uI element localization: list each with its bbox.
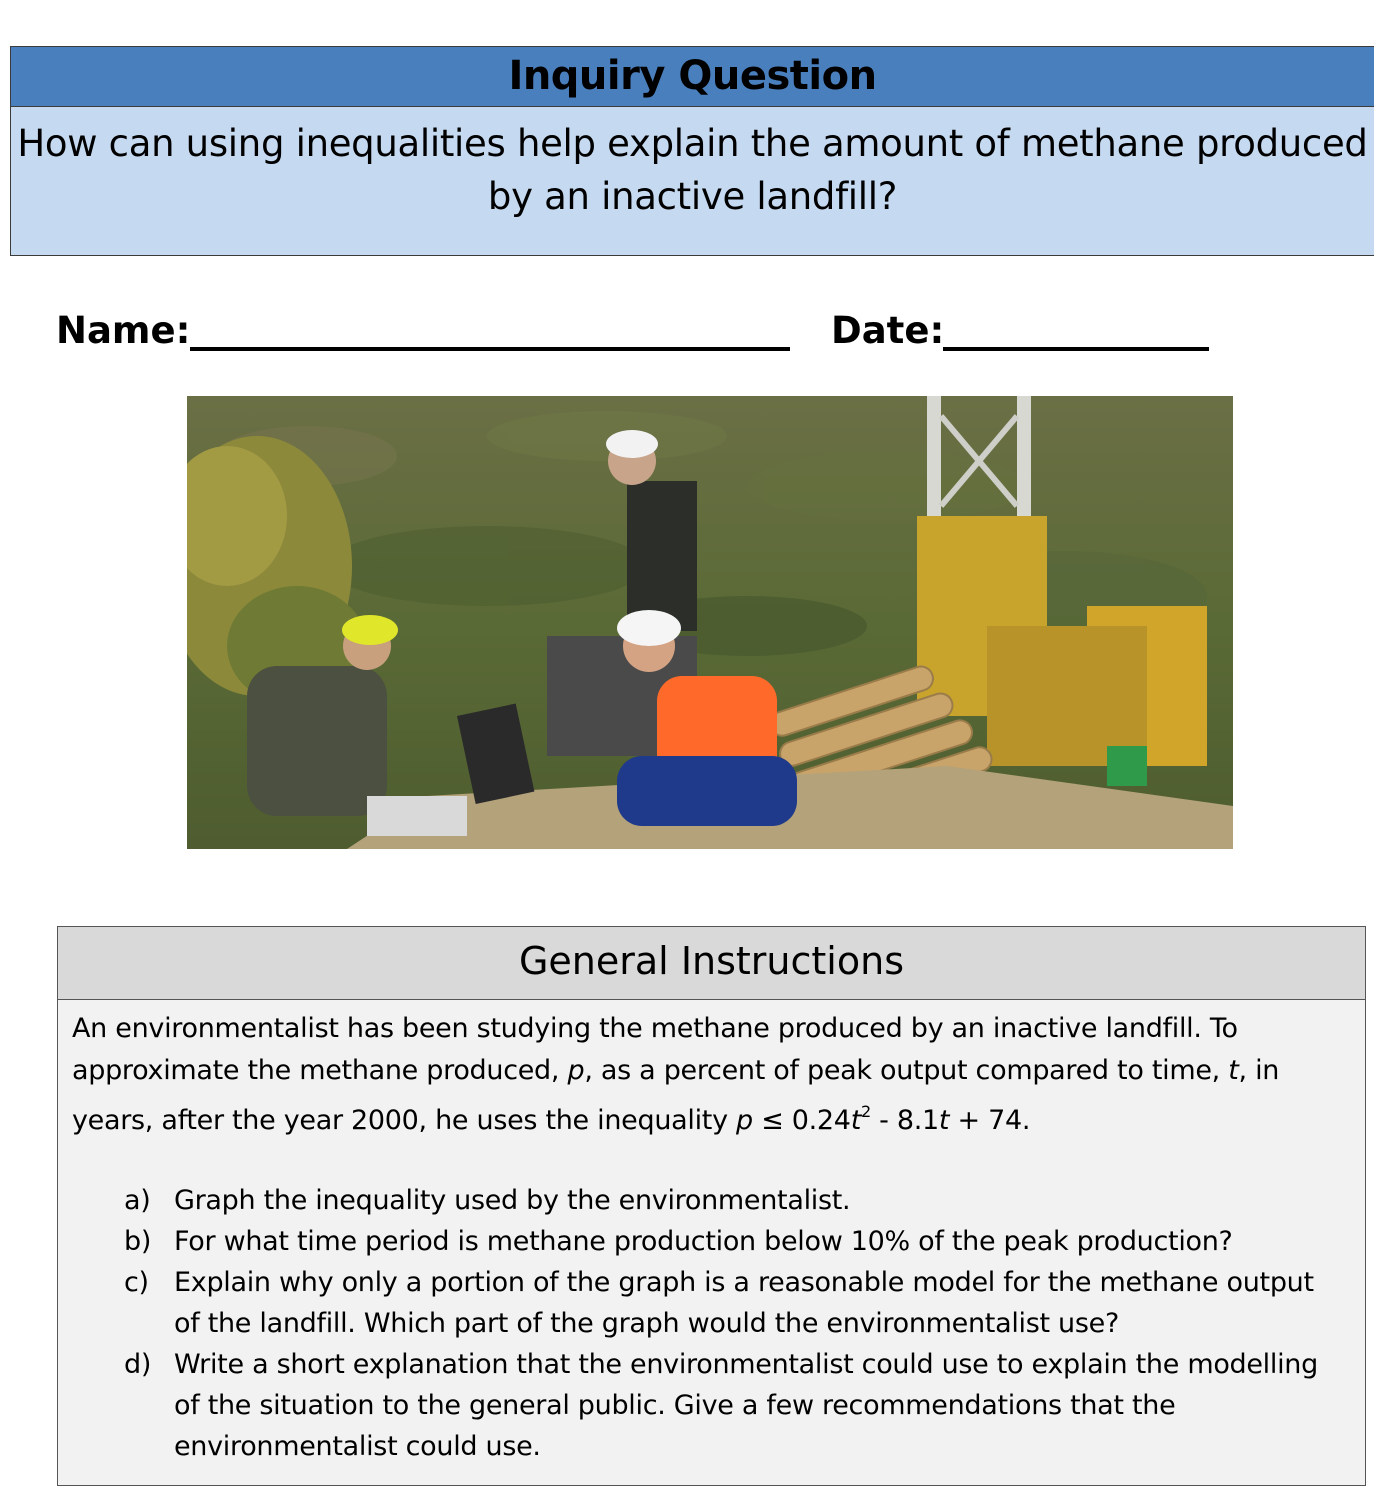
inequality-p: p <box>736 1105 753 1136</box>
question-letter: c) <box>124 1267 149 1298</box>
date-blank-line[interactable] <box>943 347 1209 351</box>
instructions-body <box>58 1000 1365 1467</box>
name-blank-line[interactable] <box>190 347 790 351</box>
intro-line-1: An environmentalist has been studying the methane produced by an inactive landfill. To <box>72 1013 1238 1044</box>
inquiry-question-title: Inquiry Question <box>11 47 1374 107</box>
date-label: Date: <box>831 309 945 352</box>
inquiry-question-box <box>10 46 1374 256</box>
question-text: Explain why only a portion of the graph is a reasonable model for the methane output of the landfill. Which part of the graph would the environmentalist use? <box>174 1267 1314 1339</box>
question-list <box>72 1180 1351 1467</box>
intro-line-3: years, after the year 2000, he uses the inequality $p \le 0.24t^2 - 8.1t + 74$. <box>72 1102 1031 1136</box>
inquiry-question-line-1: How can using inequalities help explain the amount of methane produced <box>17 122 1368 165</box>
inquiry-question-line-2: by an inactive landfill? <box>487 175 898 218</box>
general-instructions-title: General Instructions <box>58 927 1365 1000</box>
list-item <box>72 1344 1351 1467</box>
list-item <box>72 1262 1351 1344</box>
question-letter: d) <box>124 1349 152 1380</box>
photo-illustration-icon <box>187 396 1233 849</box>
list-item <box>72 1180 1351 1221</box>
name-label: Name: <box>56 309 191 352</box>
question-letter: a) <box>124 1185 151 1216</box>
question-text: For what time period is methane production below 10% of the peak production? <box>174 1226 1233 1257</box>
inquiry-question-text <box>11 107 1374 223</box>
intro-line-2: approximate the methane produced, p, as a percent of peak output compared to time, t, in <box>72 1055 1280 1086</box>
general-instructions-box <box>57 926 1366 1486</box>
question-text: Write a short explanation that the environmentalist could use to explain the modelling of the situation to the general public. Give a few recommendations that the environmentalist could use. <box>174 1349 1318 1462</box>
list-item <box>72 1221 1351 1262</box>
question-text: Graph the inequality used by the environmentalist. <box>174 1185 851 1216</box>
landfill-workers-photo <box>187 396 1233 849</box>
instructions-intro <box>72 1008 1351 1142</box>
inequality-exponent: 2 <box>860 1102 871 1121</box>
question-letter: b) <box>124 1226 152 1257</box>
